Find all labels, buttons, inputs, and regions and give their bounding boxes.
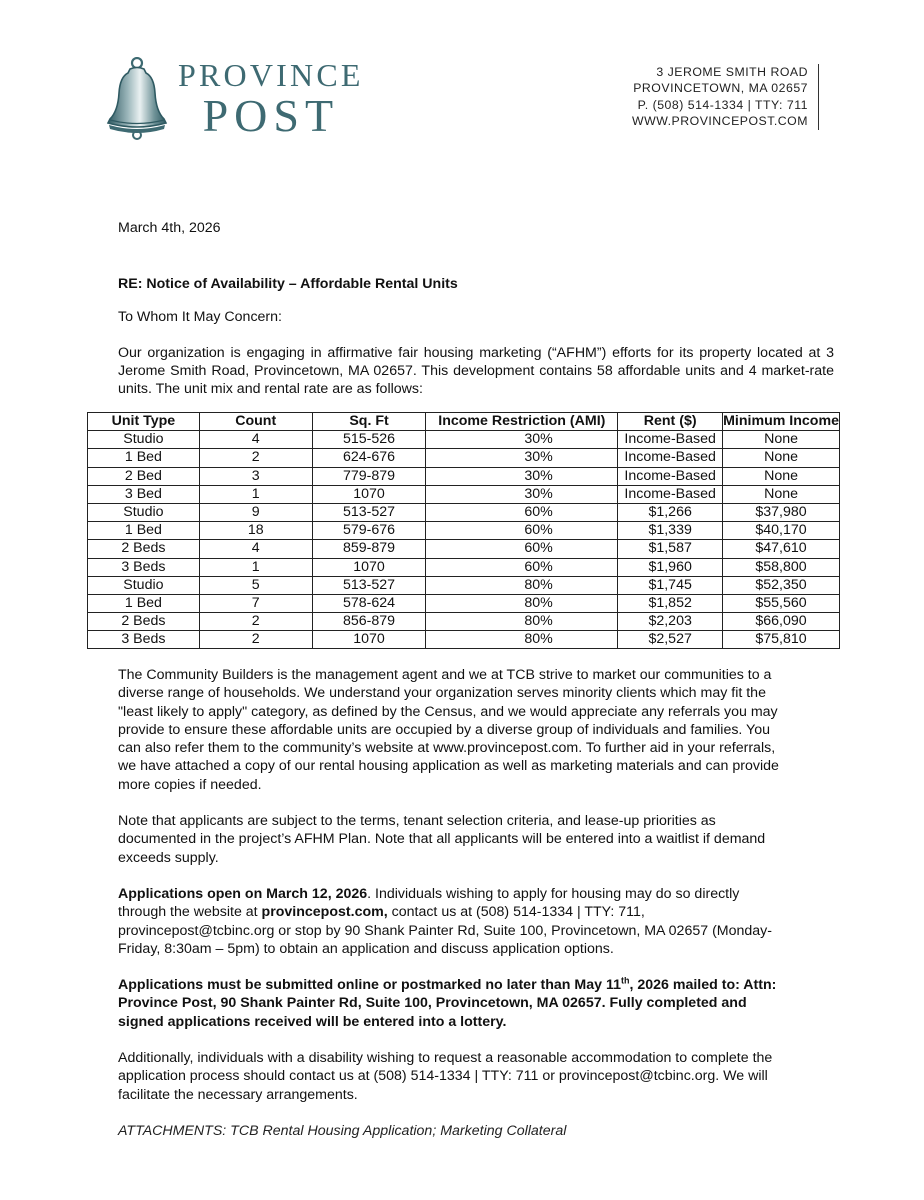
cell-sq-ft: 859-879 <box>312 540 426 558</box>
cell-rent: $1,266 <box>618 503 723 521</box>
terms-note-paragraph <box>118 812 788 867</box>
attachments-line: ATTACHMENTS: TCB Rental Housing Application; Marketing Collateral <box>118 1122 567 1139</box>
cell-unit-type: 3 Beds <box>88 631 200 649</box>
cell-income-restriction: 30% <box>426 467 618 485</box>
cell-count: 2 <box>199 631 312 649</box>
cell-unit-type: 1 Bed <box>88 522 200 540</box>
table-row <box>88 613 840 631</box>
cell-rent: $1,339 <box>618 522 723 540</box>
inline-link[interactable]: www.provincepost.com <box>433 740 579 757</box>
cell-rent: Income-Based <box>618 467 723 485</box>
cell-count: 7 <box>199 594 312 612</box>
cell-rent: $1,587 <box>618 540 723 558</box>
address-street: 3 JEROME SMITH ROAD <box>656 65 808 79</box>
cell-sq-ft: 1070 <box>312 558 426 576</box>
cell-sq-ft: 513-527 <box>312 503 426 521</box>
cell-income-restriction: 60% <box>426 540 618 558</box>
table-row <box>88 449 840 467</box>
table-row <box>88 540 840 558</box>
community-builders-paragraph <box>118 666 788 794</box>
cell-count: 4 <box>199 540 312 558</box>
table-row <box>88 576 840 594</box>
table-row <box>88 631 840 649</box>
cell-unit-type: 3 Bed <box>88 485 200 503</box>
text-run: contact us at (508) 514-1334 | TTY: 711, <box>387 904 645 921</box>
cell-minimum-income: $52,350 <box>723 576 840 594</box>
deadline-paragraph <box>118 976 788 1031</box>
cell-income-restriction: 80% <box>426 576 618 594</box>
cell-sq-ft: 856-879 <box>312 613 426 631</box>
cell-sq-ft: 1070 <box>312 485 426 503</box>
cell-minimum-income: None <box>723 485 840 503</box>
header-rent: Rent ($) <box>618 413 723 431</box>
table-header-row <box>88 413 840 431</box>
cell-sq-ft: 624-676 <box>312 449 426 467</box>
cell-sq-ft: 579-676 <box>312 522 426 540</box>
cell-count: 2 <box>199 613 312 631</box>
brand-wordmark <box>178 59 364 139</box>
cell-sq-ft: 513-527 <box>312 576 426 594</box>
header-income-restriction: Income Restriction (AMI) <box>426 413 618 431</box>
cell-minimum-income: $58,800 <box>723 558 840 576</box>
cell-minimum-income: $55,560 <box>723 594 840 612</box>
inline-link[interactable]: provincepost@tcbinc.org <box>558 1068 716 1085</box>
text-run: , 2026 mailed to: Attn: Province Post, 90 Shank Painter Rd, Suite 100, Provincetown, MA 02657. Fully completed and signed applications received will be entered into a lottery. <box>118 977 777 1030</box>
inline-link[interactable]: provincepost@tcbinc.org <box>118 922 275 939</box>
cell-unit-type: Studio <box>88 503 200 521</box>
address-city: PROVINCETOWN, MA 02657 <box>633 81 808 96</box>
salutation: To Whom It May Concern: <box>118 308 282 325</box>
cell-unit-type: 2 Beds <box>88 613 200 631</box>
cell-minimum-income: $47,610 <box>723 540 840 558</box>
address-phone: P. (508) 514-1334 | TTY: 711 <box>637 97 808 112</box>
header-minimum-income: Minimum Income <box>723 413 839 430</box>
letter-date: March 4th, 2026 <box>118 220 221 236</box>
cell-rent: $1,960 <box>618 558 723 576</box>
cell-income-restriction: 30% <box>426 449 618 467</box>
cell-income-restriction: 60% <box>426 522 618 540</box>
letterhead-address-block <box>632 64 819 130</box>
text-run: Applications must be submitted online or postmarked no later than May 11 <box>118 977 621 994</box>
cell-minimum-income: None <box>723 467 840 485</box>
text-run: . Individuals wishing to apply for housing may do so directly through the website at <box>118 885 740 921</box>
unit-mix-table <box>87 412 840 649</box>
cell-count: 5 <box>199 576 312 594</box>
text-run: or stop by 90 Shank Painter Rd, Suite 100, Provincetown, MA 02657 (Monday-Friday, 8:30am – 5pm) to obtain an application and discuss application options. <box>118 922 772 957</box>
cell-income-restriction: 60% <box>426 558 618 576</box>
ordinal-suffix: th <box>620 975 630 986</box>
province-post-logo <box>106 57 364 141</box>
cell-income-restriction: 60% <box>426 503 618 521</box>
header-count: Count <box>199 413 312 431</box>
cell-minimum-income: $40,170 <box>723 522 840 540</box>
cell-minimum-income: $75,810 <box>723 631 840 649</box>
brand-line-2: POST <box>202 90 340 141</box>
table-row <box>88 503 840 521</box>
text-run: Additionally, individuals with a disability wishing to request a reasonable accommodation to complete the application process should contact us at (508) 514-1334 | TTY: 711 or <box>118 1050 773 1085</box>
table-row <box>88 431 840 449</box>
table-row <box>88 485 840 503</box>
table-row <box>88 558 840 576</box>
cell-sq-ft: 1070 <box>312 631 426 649</box>
cell-rent: $2,203 <box>618 613 723 631</box>
header-sq-ft: Sq. Ft <box>312 413 426 431</box>
cell-unit-type: 2 Bed <box>88 467 200 485</box>
cell-count: 2 <box>199 449 312 467</box>
text-run: Applications open on March 12, 2026 <box>118 885 368 902</box>
bell-icon <box>106 57 168 141</box>
text-run: The Community Builders is the management agent and we at TCB strive to market our communities to a diverse range of households. We understand your organization serves minority clients which may fit the "least likely to apply" category, as defined by the Census, and we would appreciate any referrals you may provide to ensure these affordable units are occupied by a diverse group of individuals and families. You can also refer them to the community’s website at <box>118 667 778 757</box>
cell-rent: $2,527 <box>618 631 723 649</box>
cell-unit-type: 1 Bed <box>88 594 200 612</box>
cell-income-restriction: 30% <box>426 485 618 503</box>
cell-minimum-income: $66,090 <box>723 613 840 631</box>
cell-income-restriction: 80% <box>426 613 618 631</box>
text-run: . To further aid in your referrals, we have attached a copy of our rental housing application as well as marketing materials and can provide more copies if needed. <box>118 740 779 793</box>
address-website-link[interactable]: WWW.PROVINCEPOST.COM <box>631 114 808 129</box>
cell-sq-ft: 779-879 <box>312 467 426 485</box>
cell-count: 1 <box>199 485 312 503</box>
cell-minimum-income: None <box>723 431 840 449</box>
re-line: RE: Notice of Availability – Affordable Rental Units <box>118 276 458 293</box>
letter-opening <box>118 219 838 417</box>
table-row <box>88 594 840 612</box>
cell-unit-type: Studio <box>88 431 200 449</box>
cell-count: 3 <box>199 467 312 485</box>
cell-income-restriction: 30% <box>426 431 618 449</box>
cell-sq-ft: 578-624 <box>312 594 426 612</box>
cell-rent: Income-Based <box>618 431 723 449</box>
cell-income-restriction: 80% <box>426 594 618 612</box>
inline-link[interactable]: provincepost.com, <box>261 904 388 921</box>
cell-income-restriction: 80% <box>426 631 618 649</box>
cell-rent: Income-Based <box>618 485 723 503</box>
cell-rent: $1,852 <box>618 594 723 612</box>
cell-rent: Income-Based <box>618 449 723 467</box>
applications-open-paragraph <box>118 885 788 958</box>
cell-count: 1 <box>199 558 312 576</box>
cell-count: 4 <box>199 431 312 449</box>
cell-count: 9 <box>199 503 312 521</box>
intro-paragraph: Our organization is engaging in affirmative fair housing marketing (“AFHM”) efforts for its property located at 3 Jerome Smith Road, Provincetown, MA 02657. This development contains 58 affordable units and 4 market-rate units. The unit mix and rental rate are as follows: <box>118 344 834 398</box>
cell-minimum-income: None <box>723 449 840 467</box>
cell-count: 18 <box>199 522 312 540</box>
cell-unit-type: 2 Beds <box>88 540 200 558</box>
cell-unit-type: Studio <box>88 576 200 594</box>
cell-unit-type: 3 Beds <box>88 558 200 576</box>
text-run: Note that applicants are subject to the terms, tenant selection criteria, and lease-up priorities as documented in the project’s AFHM Plan. Note that all applicants will be entered into a waitlist if demand exceeds supply. <box>118 813 766 866</box>
table-row <box>88 522 840 540</box>
table-row <box>88 467 840 485</box>
header-unit-type: Unit Type <box>88 413 200 431</box>
cell-sq-ft: 515-526 <box>312 431 426 449</box>
text-run: . We will facilitate the necessary arrangements. <box>118 1068 768 1103</box>
cell-rent: $1,745 <box>618 576 723 594</box>
cell-minimum-income: $37,980 <box>723 503 840 521</box>
letter-body <box>118 666 838 1140</box>
accommodation-paragraph <box>118 1049 788 1104</box>
brand-line-1: PROVINCE <box>178 57 364 93</box>
cell-unit-type: 1 Bed <box>88 449 200 467</box>
